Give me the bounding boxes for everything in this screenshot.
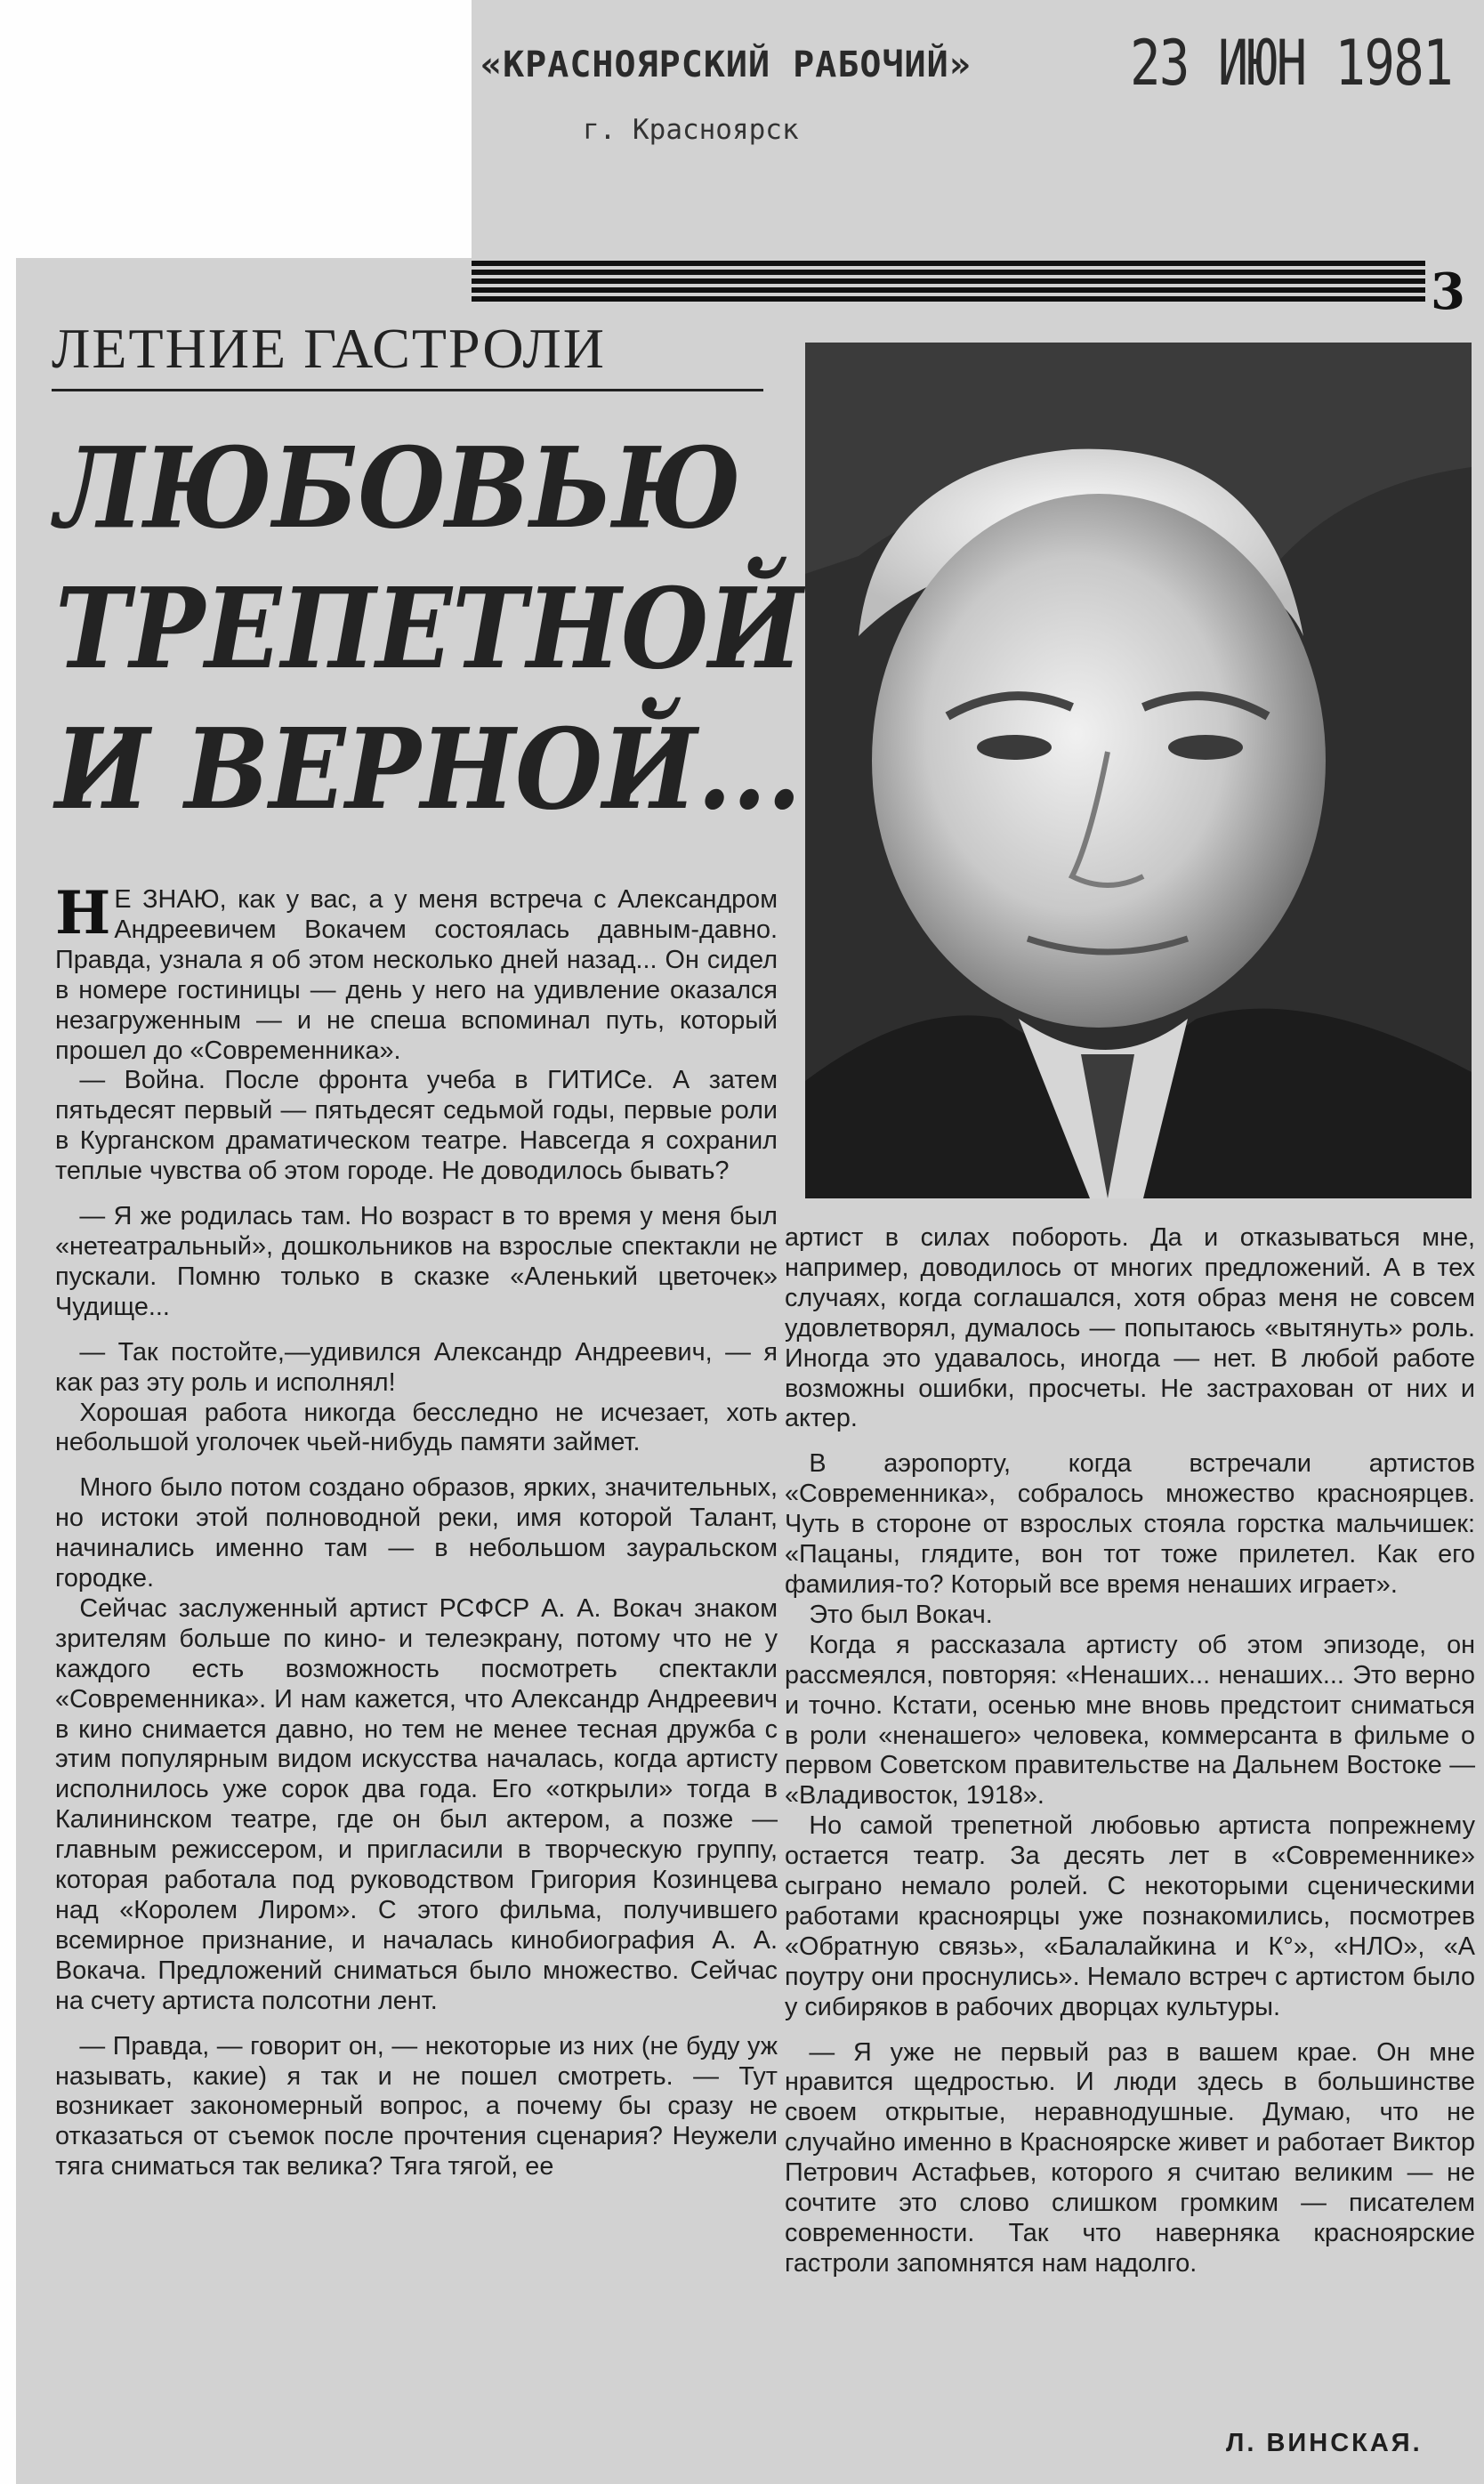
paragraph-text: Е ЗНАЮ, как у вас, а у меня встреча с Александром Андреевичем Вокачем состоялась давным-давно. Правда, узнала я об этом несколько дней назад... Он сидел в номере гостиницы — день у него на удивление оказался незагруженным — и не спеша вспоминал путь, который прошел до «Современника». [55,885,778,1065]
rubric-heading: ЛЕТНИЕ ГАСТРОЛИ [52,317,606,380]
paragraph [55,878,778,1066]
paragraph: — Война. После фронта учеба в ГИТИСе. А затем пятьдесят первый — пятьдесят седьмой годы, первые роли в Курганском драматическом театре. Навсегда я сохранил теплые чувства об этом городе. Не доводилось бывать? [55,1066,778,1186]
headline-line: ТРЕПЕТНОЙ [55,564,803,694]
paragraph: — Я уже не первый раз в вашем крае. Он мне нравится щедростью. И люди здесь в большинстве своем открытые, неравнодушные. Думаю, что не случайно именно в Красноярске живет и работает Виктор Петрович Астафьев, которого я считаю великим — не сочтите это слово слишком громким — писателем современности. Так что наверняка красноярские гастроли запомнятся нам надолго. [785,2037,1475,2278]
city-stamp: г. Красноярск [583,114,799,146]
paragraph: Много было потом создано образов, ярких, значительных, но истоки этой полноводной реки, имя которой Талант, начинались именно там — в небольшом зауральском городке. [55,1473,778,1593]
rubric-underline [52,389,763,391]
paragraph: Сейчас заслуженный артист РСФСР А. А. Вокач знаком зрителям больше по кино- и телеэкрану, потому что не у каждого есть возможность посмотреть спектакли «Современника». И нам кажется, что Александр Андреевич в кино снимается давно, но тем не менее тесная дружба с этим популярным видом искусства началась, когда артисту исполнилось уже сорок два года. Его «открыли» тогда в Калининском театре, где он был актером, а позже — главным режиссером, и пригласили в творческую группу, которая работала под руководством Григория Козинцева над «Королем Лиром». С этого фильма, получившего всемирное признание, и началась кинобиография А. А. Вокача. Предложений сниматься было множество. Сейчас на счету артиста полсотни лент. [55,1593,778,2015]
newspaper-name-stamp: «КРАСНОЯРСКИЙ РАБОЧИЙ» [480,44,972,85]
article-column-left [55,878,778,2182]
portrait-photo [805,343,1472,1198]
page-header-rules [472,261,1425,314]
paragraph: Когда я рассказала артисту об этом эпизоде, он рассмеялся, повторяя: «Ненаших... ненаших... Это верно и точно. Кстати, осенью мне вновь предстоит сниматься в роли «ненашего» человека, коммерсанта в фильме о первом Советском правительстве на Дальнем Востоке — «Владивосток, 1918». [785,1630,1475,1811]
paragraph: Хорошая работа никогда бесследно не исчезает, хоть небольшой уголочек чьей-нибудь памяти займет. [55,1398,778,1457]
paragraph: В аэропорту, когда встречали артистов «Современника», собралось множество красноярцев. Чуть в стороне от взрослых стояла горстка мальчишек: «Пацаны, глядите, вон тот тоже прилетел. Как его фамилия-то? Который все время ненаших играет». [785,1449,1475,1599]
article-column-right [785,1223,1475,2279]
paragraph: артист в силах побороть. Да и отказываться мне, например, доводилось от многих предложений. А в тех случаях, когда соглашался, хотя образ меня не совсем удовлетворял, думалось — попытаюсь «вытянуть» роль. Иногда это удавалось, иногда — нет. В любой работе возможны ошибки, просчеты. Не застрахован от них и актер. [785,1223,1475,1433]
headline-line: ЛЮБОВЬЮ [55,423,742,553]
author-signature: Л. ВИНСКАЯ. [1226,2429,1423,2457]
headline-line: И ВЕРНОЙ... [55,705,802,835]
paragraph: — Правда, — говорит он, — некоторые из них (не буду уж называть, какие) я так и не пошел смотреть. — Тут возникает закономерный вопрос, а почему бы сразу не отказаться от съемок после прочтения сценария? Неужели тяга сниматься так велика? Тяга тягой, ее [55,2031,778,2182]
paragraph: Но самой трепетной любовью артиста попрежнему остается театр. За десять лет в «Современнике» сыграно немало ролей. С некоторыми сценическими работами красноярцы уже познакомились, посмотрев «Обратную связь», «Балалайкина и К°», «НЛО», «А поутру они проснулись». Немало встреч с артистом было у сибиряков в рабочих дворцах культуры. [785,1811,1475,2021]
date-stamp: 23 ИЮН 1981 [1130,27,1453,100]
paragraph: Это был Вокач. [809,1600,993,1629]
drop-cap: Н [55,878,111,948]
paragraph: — Так постойте,—удивился Александр Андреевич, — я как раз эту роль и исполнял! [55,1337,778,1397]
article-headline [55,418,803,840]
page-number: 3 [1431,262,1465,321]
portrait-illustration [805,343,1472,1198]
paragraph: — Я же родилась там. Но возраст в то время у меня был «нетеатральный», дошкольников на взрослые спектакли не пускали. Помню только в сказке «Аленький цветочек» Чудище... [55,1202,778,1321]
